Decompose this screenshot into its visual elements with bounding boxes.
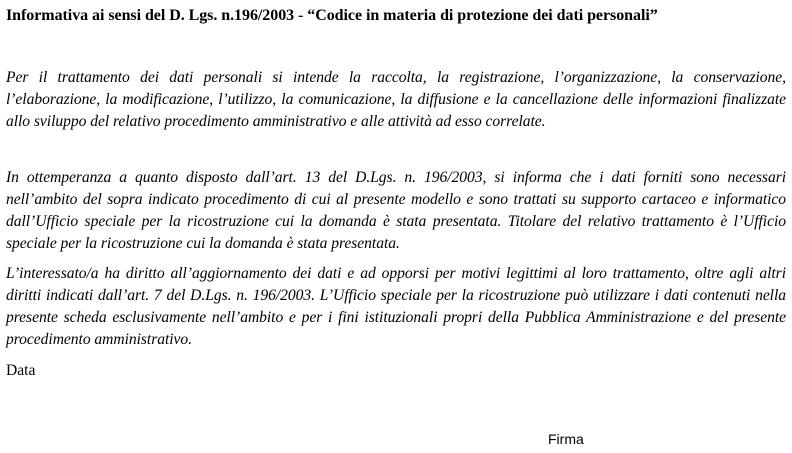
paragraph-data-processing-definition: Per il trattamento dei dati personali si intende la raccolta, la registrazione, l’organizzazione, la conservazione, l’elaborazione, la modificazione, l’utilizzo, la comunicazione, la diffusione e la cancellazione delle informazioni finalizzate allo sviluppo del relativo procedimento amministrativo e alle attività ad esso correlate.: [6, 69, 786, 130]
date-label: Data: [6, 362, 36, 379]
paragraph-data-subject-rights: L’interessato/a ha diritto all’aggiornamento dei dati e ad opporsi per motivi legittimi al loro trattamento, oltre agli altri diritti indicati dall’art. 7 del D.Lgs. n. 196/2003. L’Ufficio speciale per la ricostruzione può utilizzare i dati contenuti nella presente scheda esclusivamente nell’ambito e per i fini istituzionali propri della Pubblica Amministrazione e del presente procedimento amministrativo.: [6, 265, 786, 348]
document-title: Informativa ai sensi del D. Lgs. n.196/2003 - “Codice in materia di protezione dei dati personali”: [6, 7, 658, 24]
paragraph-data-usage-notice: In ottemperanza a quanto disposto dall’art. 13 del D.Lgs. n. 196/2003, si informa che i dati forniti sono necessari nell’ambito del sopra indicato procedimento di cui al presente modello e sono trattati su supporto cartaceo e informatico dall’Ufficio speciale per la ricostruzione cui la domanda è stata presentata. Titolare del relativo trattamento è l’Ufficio speciale per la ricostruzione cui la domanda è stata presentata.: [6, 169, 786, 252]
signature-label: Firma: [548, 431, 584, 447]
